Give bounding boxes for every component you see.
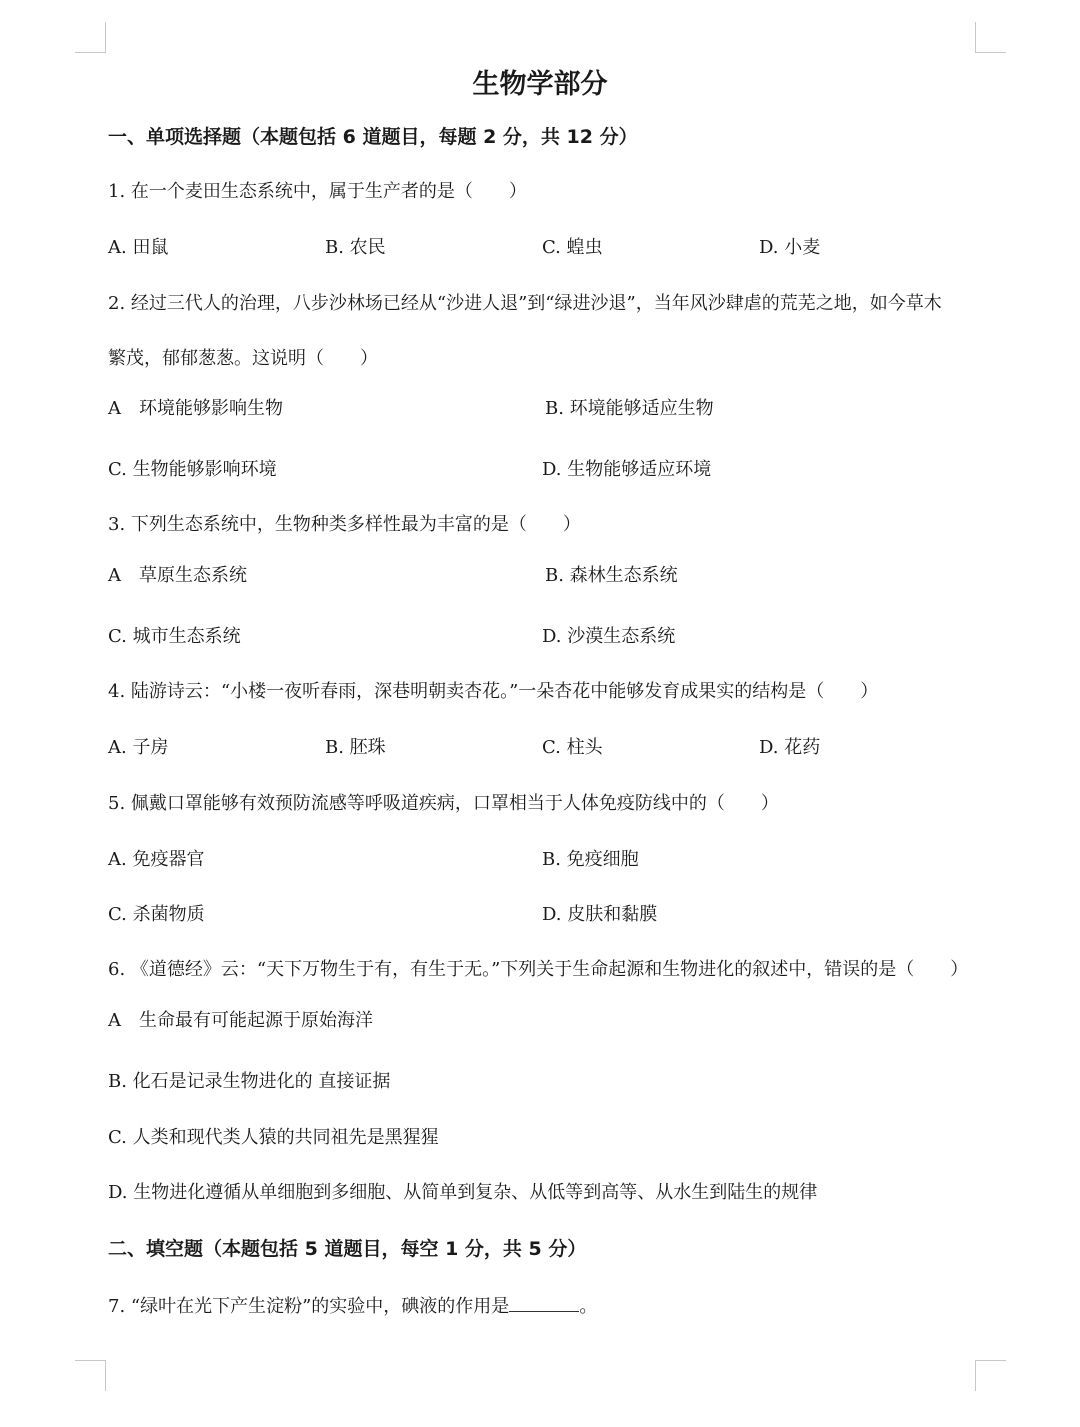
option: D. 生物能够适应环境	[542, 459, 712, 480]
option: B. 免疫细胞	[542, 849, 639, 870]
option: B. 环境能够适应生物	[545, 398, 714, 419]
option: C. 蝗虫	[542, 237, 603, 258]
question-3: 3. 下列生态系统中，生物种类多样性最为丰富的是（ ）	[108, 514, 581, 535]
question-1: 1. 在一个麦田生态系统中，属于生产者的是（ ）	[108, 181, 527, 202]
option: C. 人类和现代类人猿的共同祖先是黑猩猩	[108, 1127, 439, 1148]
option: D. 花药	[759, 737, 821, 758]
question-4: 4. 陆游诗云：“小楼一夜听春雨，深巷明朝卖杏花。”一朵杏花中能够发育成果实的结构是（ ）	[108, 681, 879, 702]
section-heading-1: 一、单项选择题（本题包括 6 道题目，每题 2 分，共 12 分）	[108, 126, 638, 148]
answer-blank	[509, 1293, 579, 1312]
question-2-cont: 繁茂，郁郁葱葱。这说明（ ）	[108, 348, 378, 369]
option: A 生命最有可能起源于原始海洋	[108, 1010, 373, 1031]
option: D. 沙漠生态系统	[542, 626, 676, 647]
question-6: 6. 《道德经》云：“天下万物生于有，有生于无。”下列关于生命起源和生物进化的叙述中，错误的是（ ）	[108, 959, 969, 980]
question-2: 2. 经过三代人的治理，八步沙林场已经从“沙进人退”到“绿进沙退”，当年风沙肆虐的荒芜之地，如今草木	[108, 293, 942, 314]
section-heading-2: 二、填空题（本题包括 5 道题目，每空 1 分，共 5 分）	[108, 1238, 587, 1260]
option: C. 生物能够影响环境	[108, 459, 277, 480]
question-5: 5. 佩戴口罩能够有效预防流感等呼吸道疾病，口罩相当于人体免疫防线中的（ ）	[108, 793, 779, 814]
option: A. 田鼠	[108, 237, 169, 258]
option: C. 杀菌物质	[108, 904, 205, 925]
option: B. 森林生态系统	[545, 565, 678, 586]
page-title: 生物学部分	[472, 69, 608, 100]
question-7-stem: 7. “绿叶在光下产生淀粉”的实验中，碘液的作用是	[108, 1296, 510, 1317]
option: D. 生物进化遵循从单细胞到多细胞、从简单到复杂、从低等到高等、从水生到陆生的规律	[108, 1182, 818, 1203]
option: C. 柱头	[542, 737, 603, 758]
corner-mark-tl	[75, 22, 106, 53]
option: D. 小麦	[759, 237, 821, 258]
corner-mark-bl	[75, 1360, 106, 1391]
option: C. 城市生态系统	[108, 626, 241, 647]
option: B. 化石是记录生物进化的 直接证据	[108, 1071, 391, 1092]
option: A 环境能够影响生物	[108, 398, 283, 419]
option: A 草原生态系统	[108, 565, 247, 586]
option: A. 子房	[108, 737, 169, 758]
question-7-end: 。	[579, 1296, 598, 1317]
question-7	[108, 1293, 597, 1319]
option: B. 农民	[325, 237, 386, 258]
option: B. 胚珠	[325, 737, 386, 758]
corner-mark-br	[975, 1360, 1006, 1391]
corner-mark-tr	[975, 22, 1006, 53]
option: D. 皮肤和黏膜	[542, 904, 658, 925]
option: A. 免疫器官	[108, 849, 205, 870]
